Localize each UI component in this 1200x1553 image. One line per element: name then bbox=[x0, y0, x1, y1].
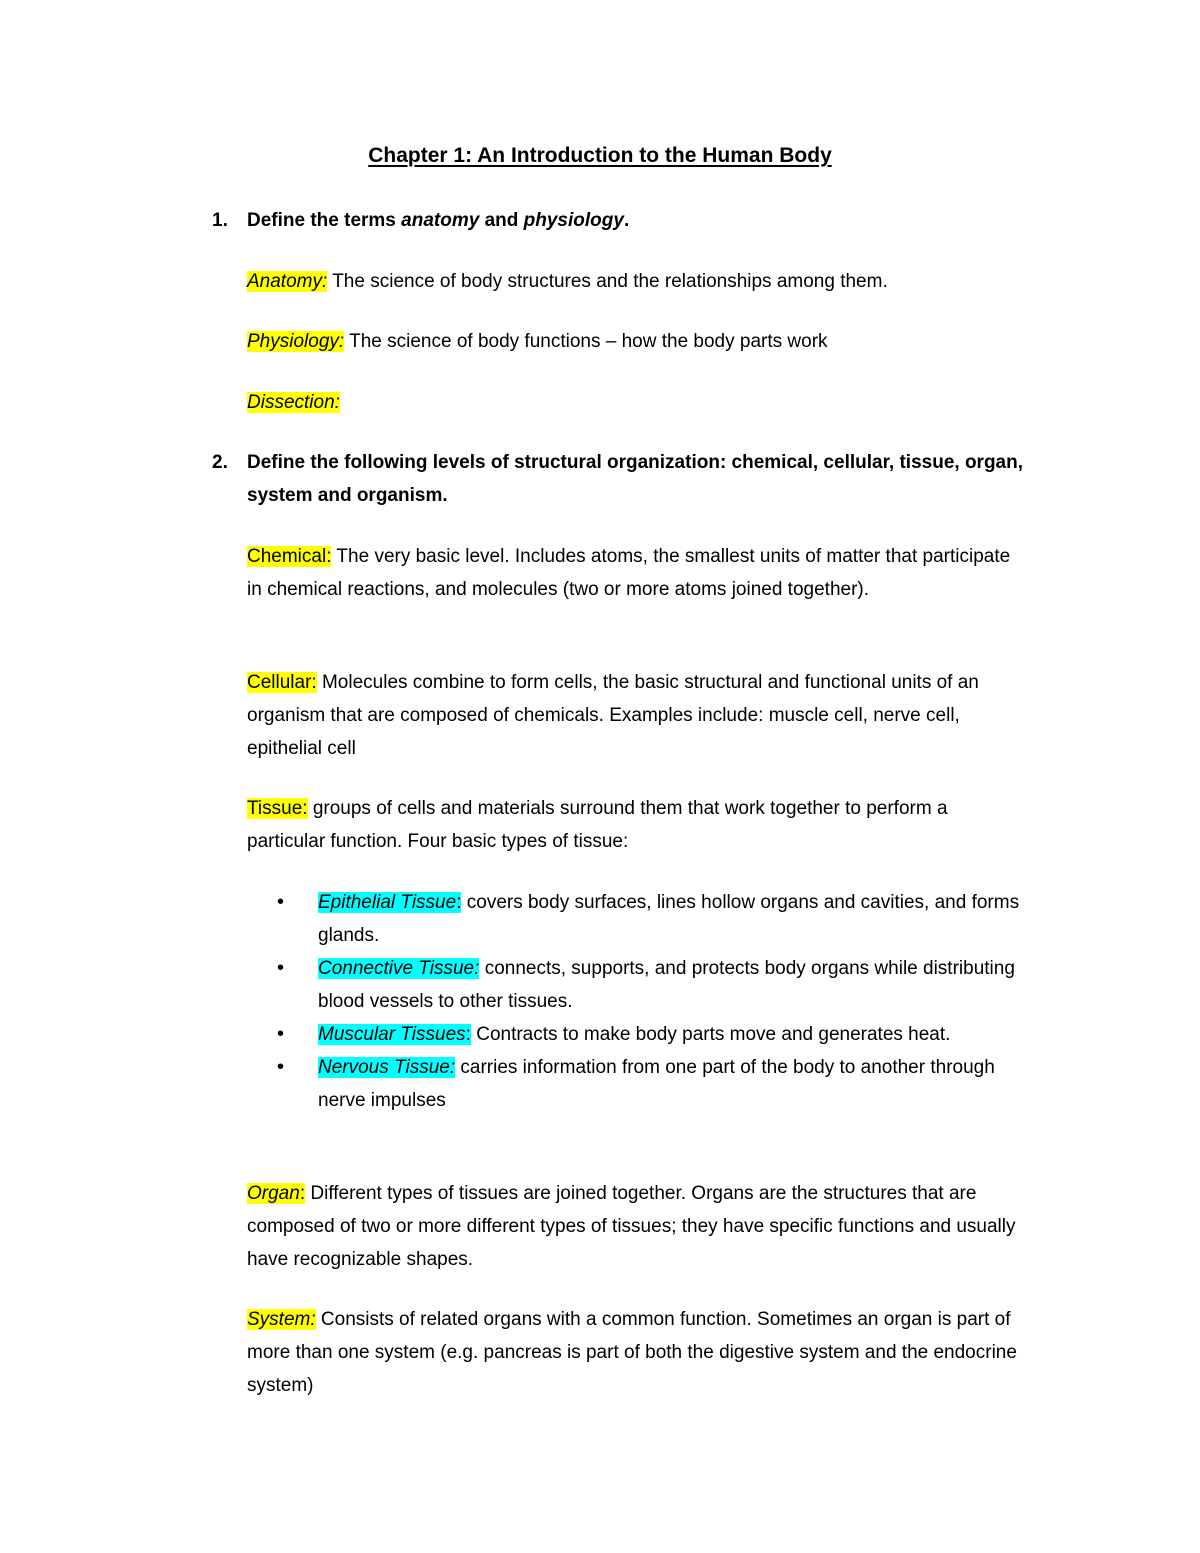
level-system bbox=[247, 1303, 1027, 1402]
question-number: 2. bbox=[212, 452, 228, 473]
term-connective-tissue: Connective Tissue: bbox=[318, 958, 480, 979]
question-2 bbox=[212, 446, 1032, 512]
question-term-anatomy: anatomy bbox=[401, 210, 480, 231]
answer-anatomy bbox=[247, 265, 1027, 298]
term-anatomy: Anatomy: bbox=[247, 271, 328, 292]
question-number: 1. bbox=[212, 210, 228, 231]
list-item bbox=[247, 952, 1027, 1018]
question-1 bbox=[212, 204, 1032, 237]
term-colon: : bbox=[465, 1024, 471, 1045]
bullet-icon: • bbox=[277, 957, 285, 979]
definition-text: The science of body structures and the relationships among them. bbox=[327, 271, 888, 292]
term-nervous-tissue: Nervous Tissue: bbox=[318, 1057, 456, 1078]
question-text-part: Define the terms bbox=[247, 210, 402, 231]
bullet-icon: • bbox=[277, 1056, 285, 1078]
term-dissection: Dissection: bbox=[247, 392, 340, 413]
term-colon: : bbox=[456, 892, 462, 913]
tissue-types-list bbox=[247, 886, 1027, 1117]
level-chemical bbox=[247, 540, 1027, 606]
level-tissue bbox=[247, 792, 1027, 858]
term-colon: : bbox=[299, 1183, 306, 1204]
list-item bbox=[247, 1018, 1027, 1051]
answer-physiology bbox=[247, 325, 1027, 358]
question-text-part: and bbox=[479, 210, 524, 231]
level-organ bbox=[247, 1177, 1027, 1276]
term-epithelial-tissue: Epithelial Tissue bbox=[318, 892, 457, 913]
definition-text: carries information from one part of the body to another through nerve impulses bbox=[318, 1057, 995, 1111]
definition-text: The science of body functions – how the body parts work bbox=[344, 331, 828, 352]
definition-text: connects, supports, and protects body organs while distributing blood vessels to other tissues. bbox=[318, 958, 1015, 1012]
page-title: Chapter 1: An Introduction to the Human Body bbox=[368, 144, 832, 167]
term-muscular-tissues: Muscular Tissues bbox=[318, 1024, 466, 1045]
term-tissue: Tissue: bbox=[247, 798, 308, 819]
definition-text: groups of cells and materials surround them that work together to perform a particular function. Four basic types of tissue: bbox=[247, 798, 948, 852]
question-text bbox=[212, 204, 1032, 237]
definition-text: Different types of tissues are joined together. Organs are the structures that are composed of two or more different types of tissues; they have specific functions and usually have recognizable shapes. bbox=[247, 1183, 1016, 1270]
question-term-physiology: physiology bbox=[523, 210, 624, 231]
term-system: System: bbox=[247, 1309, 316, 1330]
definition-text: covers body surfaces, lines hollow organs and cavities, and forms glands. bbox=[318, 892, 1020, 946]
list-item bbox=[247, 1051, 1027, 1117]
question-text-part: . bbox=[623, 210, 630, 231]
definition-text: Consists of related organs with a common function. Sometimes an organ is part of more than one system (e.g. pancreas is part of both the digestive system and the endocrine system) bbox=[247, 1309, 1017, 1396]
term-organ: Organ bbox=[247, 1183, 300, 1204]
list-item bbox=[247, 886, 1027, 952]
term-physiology: Physiology: bbox=[247, 331, 345, 352]
term-chemical: Chemical: bbox=[247, 546, 332, 567]
definition-text: Molecules combine to form cells, the basic structural and functional units of an organism that are composed of chemicals. Examples include: muscle cell, nerve cell, epithelial cell bbox=[247, 672, 979, 759]
answer-dissection bbox=[247, 386, 1027, 419]
bullet-icon: • bbox=[277, 1023, 285, 1045]
definition-text: The very basic level. Includes atoms, the smallest units of matter that participate in chemical reactions, and molecules (two or more atoms joined together). bbox=[247, 546, 1011, 600]
question-text: Define the following levels of structural organization: chemical, cellular, tissue, organ, system and organism. bbox=[247, 452, 1024, 506]
definition-text: Contracts to make body parts move and generates heat. bbox=[470, 1024, 951, 1045]
bullet-icon: • bbox=[277, 891, 285, 913]
term-cellular: Cellular: bbox=[247, 672, 317, 693]
level-cellular bbox=[247, 666, 1027, 765]
